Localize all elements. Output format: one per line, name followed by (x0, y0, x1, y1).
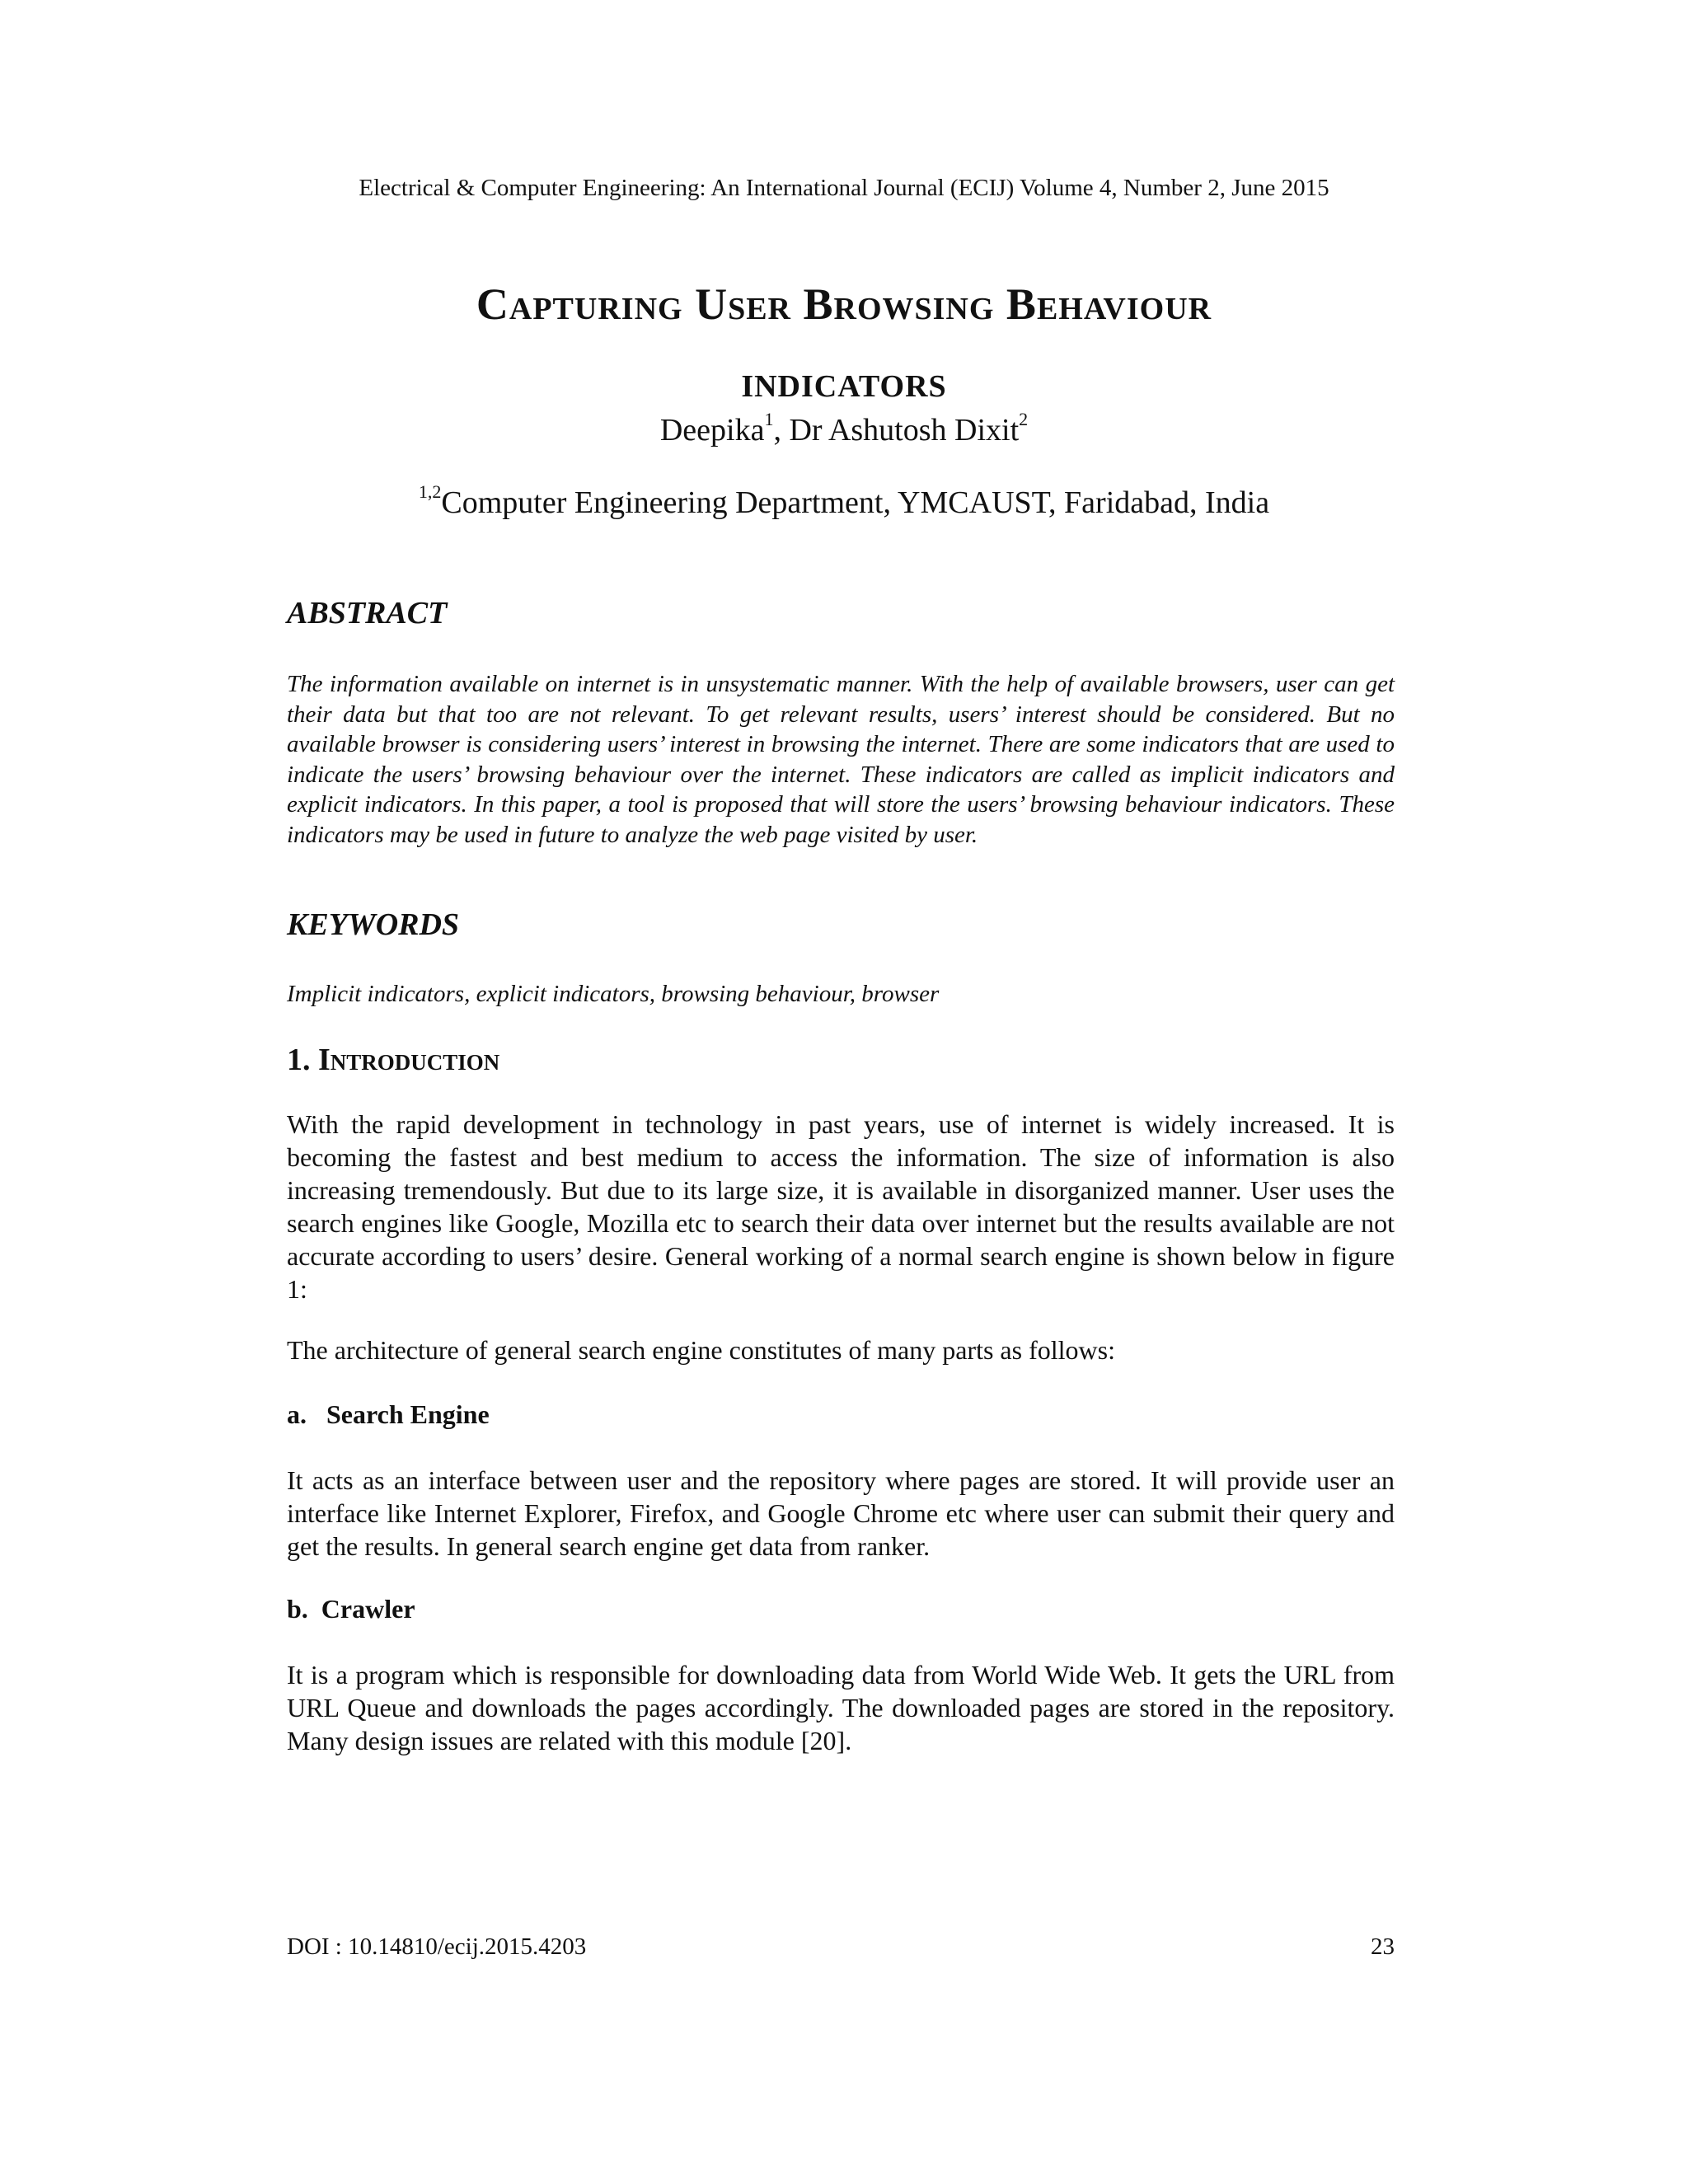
paper-title (0, 265, 1688, 420)
subsection-b-heading-block (287, 1594, 1395, 1624)
page-number: 23 (1371, 1933, 1395, 1960)
abstract-heading: ABSTRACT (287, 596, 448, 630)
introduction-heading-block (287, 1042, 1395, 1078)
subsection-b-text-block (287, 1658, 1395, 1757)
affiliation (0, 481, 1688, 521)
abstract-text: The information available on internet is in unsystematic manner. With the help of available browsers, user can get their data but that too are not relevant. To get relevant results, users’ interest should be considered. But no available browser is considering users’ interest in browsing the internet. There are some indicators that are used to indicate the users’ browsing behaviour over the internet. These indicators are called as implicit indicators and explicit indicators. In this paper, a tool is proposed that will store the users’ browsing behaviour indicators. These indicators may be used in future to analyze the web page visited by user. (287, 671, 1395, 848)
section-number: 1. (287, 1043, 318, 1077)
body-paragraph: With the rapid development in technology in past years, use of internet is widely increased. It is becoming the fastest and best medium to access the information. The size of information is also increasing tremendously. But due to its large size, it is available in disorganized manner. User uses the search engines like Google, Mozilla etc to search their data over internet but the results available are not accurate according to users’ desire. General working of a normal search engine is shown below in figure 1: (287, 1109, 1395, 1304)
section-title: Introduction (318, 1043, 500, 1077)
keywords-heading-block (287, 907, 1395, 943)
introduction-para-1-block (287, 1108, 1395, 1305)
body-paragraph: It is a program which is responsible for downloading data from World Wide Web. It gets the URL from URL Queue and downloads the pages accordingly. The downloaded pages are stored in the repository. Many design issues are related with this module [20]. (287, 1660, 1395, 1755)
author-list (0, 409, 1688, 448)
running-header: Electrical & Computer Engineering: An International Journal (ECIJ) Volume 4, Number 2, June 2015 (359, 175, 1329, 201)
subsection-heading: a. Search Engine (287, 1399, 490, 1429)
subsection-a-text-block (287, 1464, 1395, 1563)
subsection-heading: b. Crawler (287, 1594, 415, 1624)
author-name: Dr Ashutosh Dixit (789, 413, 1020, 448)
title-line-1: Capturing User Browsing Behaviour (476, 279, 1212, 329)
author-affiliation-mark: 2 (1019, 409, 1029, 429)
affiliation-mark: 1,2 (418, 481, 442, 502)
keywords-heading: KEYWORDS (287, 907, 460, 942)
author-name: Deepika (659, 413, 765, 448)
body-paragraph: The architecture of general search engine constitutes of many parts as follows: (287, 1335, 1115, 1365)
affiliation-text: Computer Engineering Department, YMCAUST, Faridabad, India (441, 485, 1270, 520)
introduction-para-2-block (287, 1333, 1395, 1366)
keywords-text: Implicit indicators, explicit indicators, browsing behaviour, browser (287, 981, 940, 1007)
author-separator: , (773, 413, 790, 448)
body-paragraph: It acts as an interface between user and the repository where pages are stored. It will provide user an interface like Internet Explorer, Firefox, and Google Chrome etc where user can submit their query and get the results. In general search engine get data from ranker. (287, 1465, 1395, 1561)
author-affiliation-mark: 1 (764, 409, 774, 429)
footer-doi: DOI : 10.14810/ecij.2015.4203 (287, 1933, 587, 1960)
subsection-a-heading-block (287, 1399, 1395, 1430)
abstract-heading-block (287, 595, 1395, 631)
keywords-block (287, 979, 1395, 1010)
section-heading (287, 1042, 1395, 1078)
title-line-2: indicators (741, 357, 947, 406)
abstract-block (287, 669, 1395, 850)
